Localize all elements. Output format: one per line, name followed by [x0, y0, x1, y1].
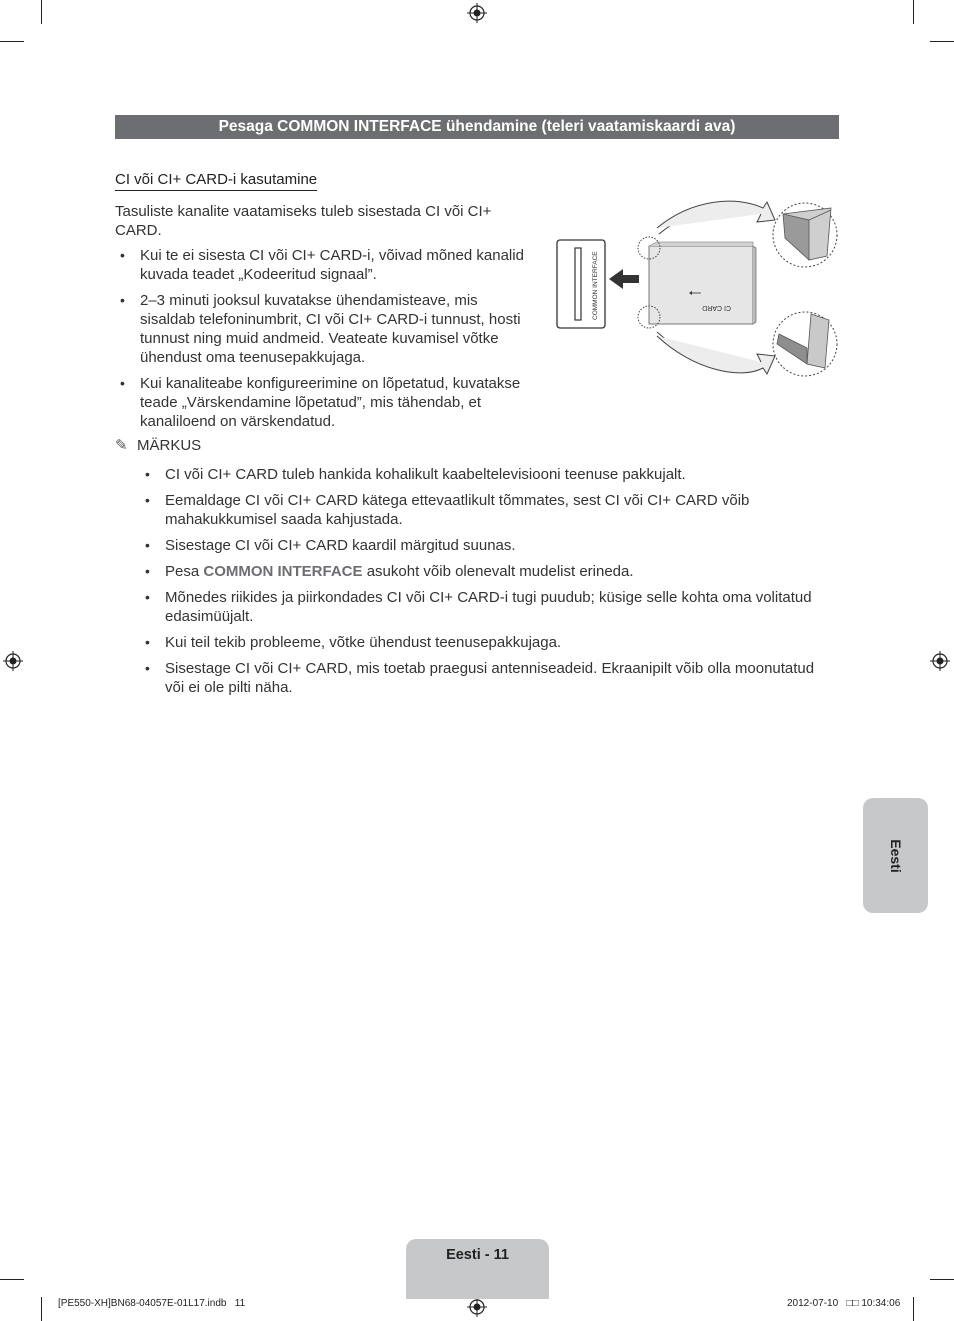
- list-item: [140, 562, 830, 581]
- list-item: • CI või CI+ CARD tuleb hankida kohalikult kaabeltelevisiooni teenuse pakkujalt.: [140, 465, 830, 484]
- pencil-icon: ✎: [115, 437, 128, 454]
- list-item: • Eemaldage CI või CI+ CARD kätega ettevaatlikult tõmmates, sest CI või CI+ CARD võib mahakukkumisel saada kahjustada.: [140, 491, 830, 529]
- list-item: • Mõnedes riikides ja piirkondades CI või CI+ CARD-i tugi puudub; küsige selle kohta oma volitatud edasimüüjalt.: [140, 588, 830, 626]
- footer-timestamp: 2012-07-10 □□ 10:34:06: [787, 1298, 901, 1309]
- list-item: • 2–3 minuti jooksul kuvatakse ühendamisteave, mis sisaldab telefoninumbrit, CI või CI+ CARD-i tunnust, hosti tunnust ning muid andmeid. Veateate kuvamisel võtke ühendust oma teenusepakkujaga.: [115, 291, 535, 367]
- note-label: MÄRKUS: [137, 437, 202, 454]
- list-item: • Kui kanaliteabe konfigureerimine on lõpetatud, kuvatakse teade „Värskendamine lõpetatud”, mis tähendab, et kanaliloend on värskendatud.: [115, 374, 535, 431]
- note-text: asukoht võib olenevalt mudelist erineda.: [362, 563, 634, 580]
- intro-paragraph: Tasuliste kanalite vaatamiseks tuleb sisestada CI või CI+ CARD.: [115, 203, 492, 239]
- note-text: Pesa: [165, 563, 204, 580]
- page-number-tab: Eesti - 11: [406, 1239, 549, 1299]
- subheading: CI või CI+ CARD-i kasutamine: [115, 170, 317, 191]
- common-interface-term: COMMON INTERFACE: [203, 563, 363, 580]
- slot-label: COMMON INTERFACE: [592, 251, 599, 320]
- list-item: • Sisestage CI või CI+ CARD, mis toetab praegusi antenniseadeid. Ekraanipilt võib olla moonutatud või ei ole pilti näha.: [140, 659, 830, 697]
- note-heading: [115, 436, 201, 455]
- notes-list: [140, 465, 830, 704]
- insert-arrow-icon: [609, 269, 639, 289]
- section-title: Pesaga COMMON INTERFACE ühendamine (teleri vaatamiskaardi ava): [115, 115, 839, 139]
- registration-mark-icon: [467, 1297, 487, 1317]
- list-item: • Sisestage CI või CI+ CARD kaardil märgitud suunas.: [140, 536, 830, 555]
- registration-mark-icon: [3, 651, 23, 671]
- language-side-tab: [863, 798, 928, 913]
- card-label: CI CARD: [702, 304, 731, 311]
- main-bullet-list: [115, 246, 535, 438]
- footer-file-info: [PE550-XH]BN68-04057E-01L17.indb 11: [58, 1298, 246, 1309]
- list-item: • Kui teil tekib probleeme, võtke ühendust teenusepakkujaga.: [140, 633, 830, 652]
- language-side-tab-label: Eesti: [887, 838, 904, 873]
- ci-card-illustration: [553, 198, 843, 383]
- ci-card: [649, 242, 756, 324]
- registration-mark-icon: [930, 651, 950, 671]
- list-item: • Kui te ei sisesta CI või CI+ CARD-i, võivad mõned kanalid kuvada teadet „Kodeeritud signaal”.: [115, 246, 535, 284]
- common-interface-slot: [557, 240, 605, 328]
- registration-mark-icon: [467, 3, 487, 23]
